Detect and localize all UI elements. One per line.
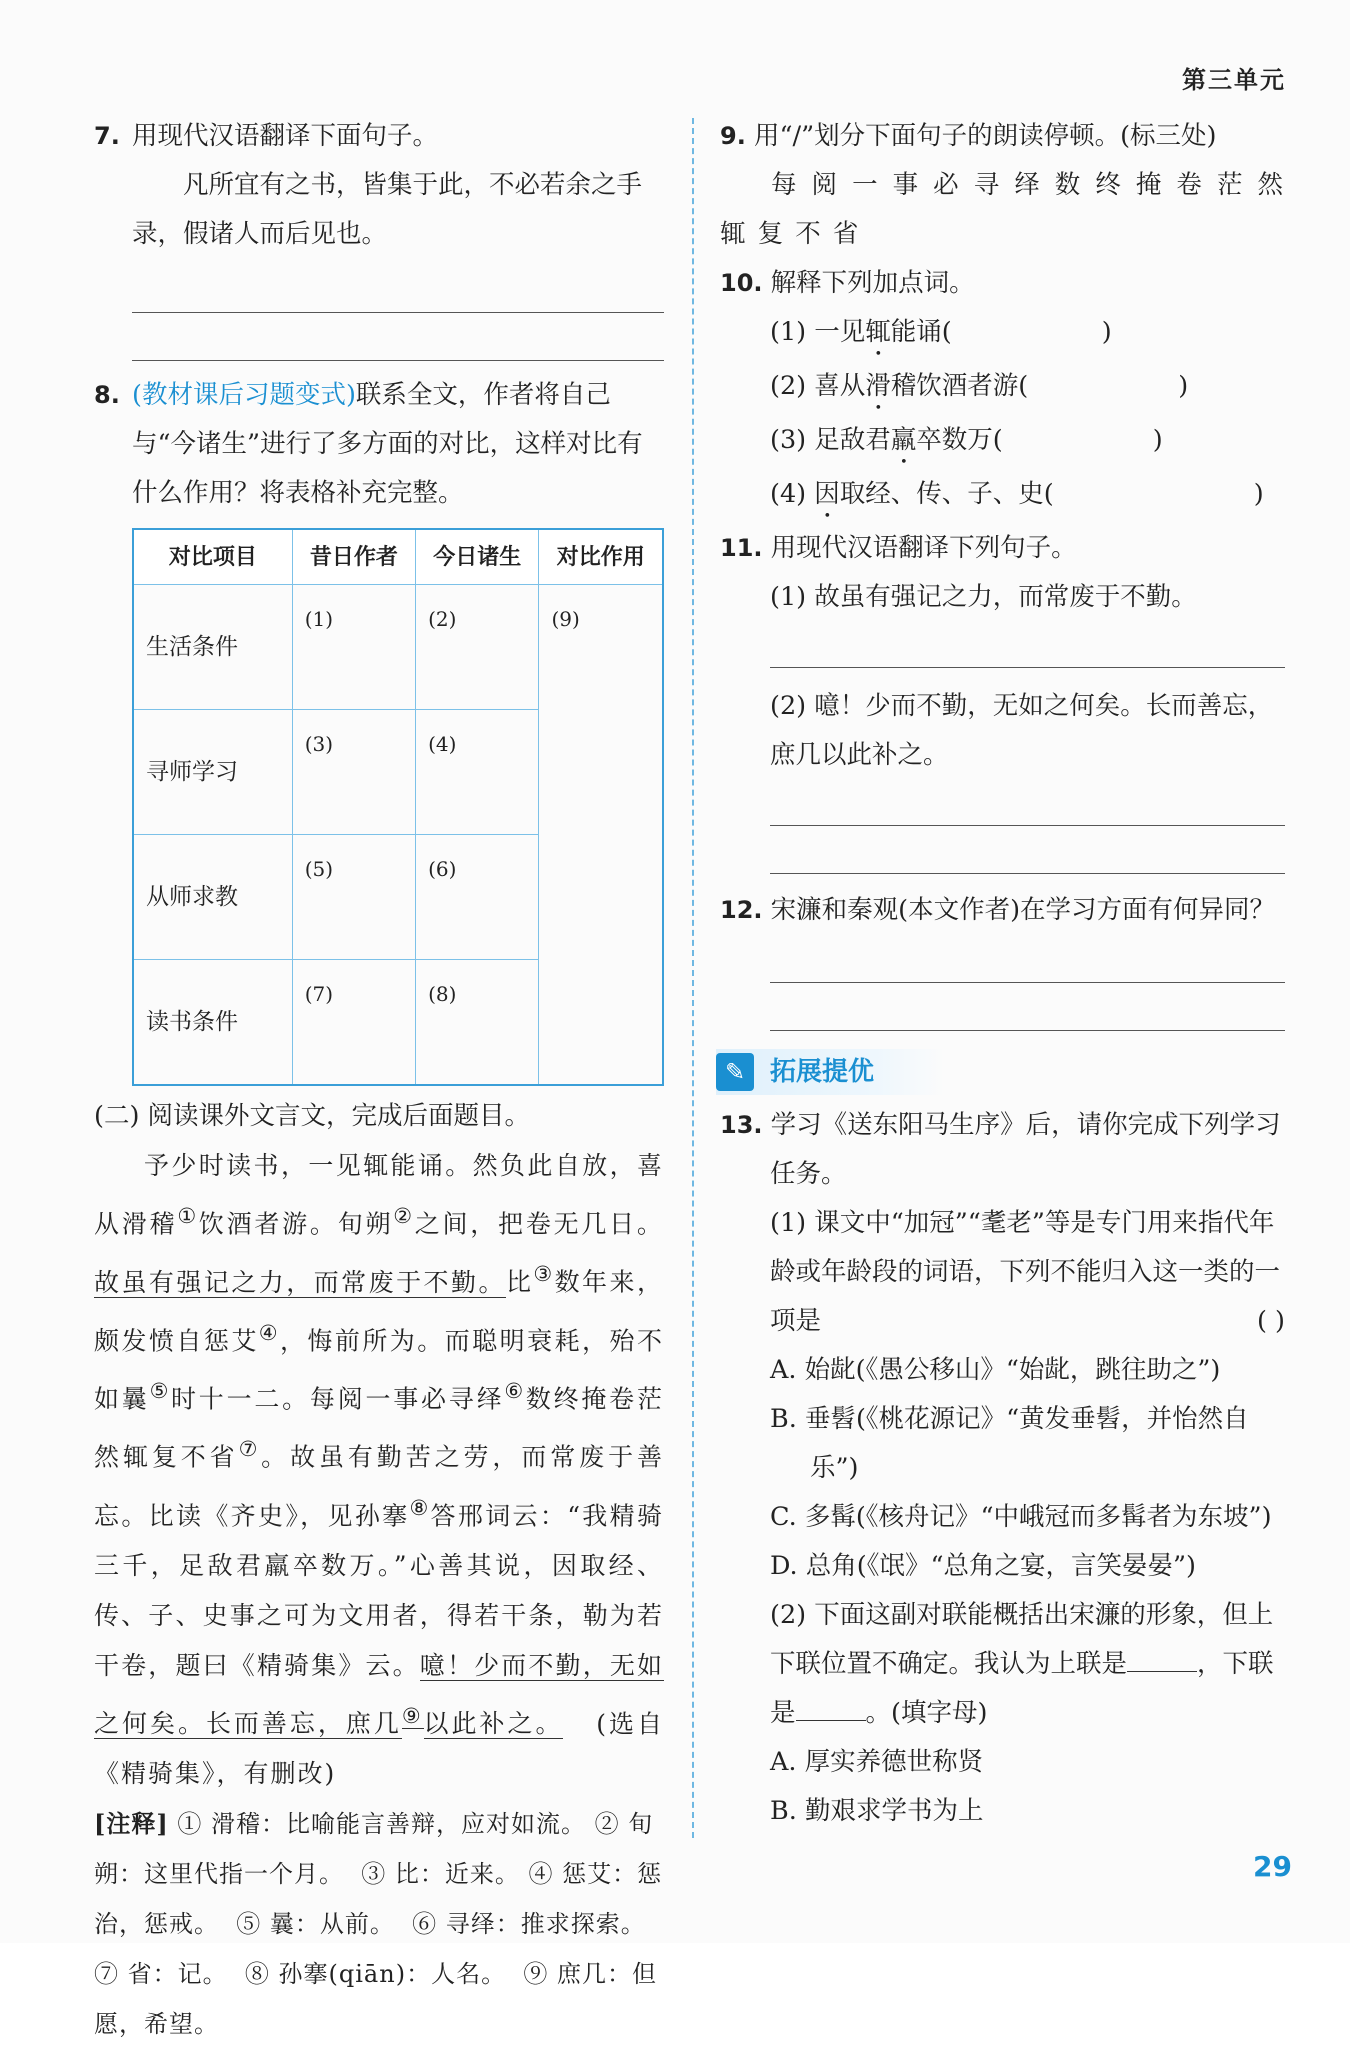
option: A. 始龀(《愚公移山》“始龀，跳往助之”) — [770, 1355, 1221, 1385]
sub-text: ) — [1178, 371, 1189, 401]
sub-text: ) — [1253, 479, 1264, 509]
sub-text: ) — [1101, 317, 1112, 347]
sub-text: 卒数万( — [916, 425, 1003, 455]
table-cell[interactable]: (8) — [416, 960, 539, 1086]
right-column — [720, 112, 1285, 1836]
unit-title: 第三单元 — [1182, 66, 1286, 94]
note-item: ⑤ 曩：从前。 — [236, 1910, 395, 1939]
page-number: 29 — [1253, 1850, 1292, 1883]
row-label: 生活条件 — [133, 585, 292, 710]
notes — [94, 1799, 664, 2049]
question-prompt: 宋濂和秦观(本文作者)在学习方面有何异同？ — [770, 895, 1276, 925]
answer-line[interactable] — [132, 359, 664, 361]
answer-line[interactable] — [132, 311, 664, 313]
table-cell[interactable]: (3) — [292, 710, 415, 835]
dotted-word: 羸 — [890, 425, 917, 455]
footnote-ref: ① — [177, 1204, 199, 1228]
answer-blank[interactable] — [796, 1692, 866, 1721]
question-10 — [720, 259, 1285, 524]
pencil-icon: ✎ — [716, 1053, 754, 1091]
passage-source: (选自《精骑集》，有删改) — [94, 1709, 664, 1789]
answer-line[interactable] — [770, 824, 1285, 826]
banner — [716, 1049, 944, 1095]
banner-title: 拓展提优 — [770, 1057, 875, 1087]
sub-question: (1) 故虽有强记之力，而常废于不勤。 — [770, 582, 1197, 612]
table-header: 对比作用 — [539, 529, 663, 585]
passage-text: 。故虽有勤苦之劳，而常废于善忘。比读《齐史》，见孙搴 — [94, 1442, 664, 1530]
table-cell[interactable]: (6) — [416, 835, 539, 960]
answer-line[interactable] — [770, 666, 1285, 668]
underlined-text: 故虽有强记之力，而常废于不勤。 — [94, 1267, 506, 1297]
section-banner — [720, 1043, 1285, 1101]
table-cell[interactable]: (7) — [292, 960, 415, 1086]
row-label: 寻师学习 — [133, 710, 292, 835]
column-divider — [692, 118, 694, 1838]
underlined-text: 噫！少而不勤，无如之何矣。长而善忘，庶几 — [94, 1650, 664, 1739]
option: A. 厚实养德世称贤 — [770, 1747, 984, 1777]
passage-text: 数年来，颇发愤自惩艾 — [94, 1267, 664, 1355]
sub-text: (3) 足敌君 — [770, 425, 891, 455]
answer-bracket[interactable]: ( ) — [1256, 1306, 1285, 1336]
passage-text: 时十一二。每阅一事必寻绎 — [171, 1384, 505, 1414]
question-11 — [720, 524, 1285, 874]
option: C. 多髯(《核舟记》“中峨冠而多髯者为东坡”) — [770, 1502, 1272, 1532]
sub-text: 能诵( — [890, 317, 952, 347]
question-number: 12. — [720, 896, 763, 924]
passage-text: 之间，把卷无几日。 — [414, 1209, 664, 1239]
note-item: ③ 比：近来。 — [361, 1860, 520, 1889]
passage-text: 答邢词云：“我精骑三千，足敌君羸卒数万。”心善其说，因取经、传、子、史事之可为文用者，得若干条，勒为若干卷，题曰《精骑集》云。 — [94, 1500, 664, 1680]
question-8 — [94, 371, 664, 518]
question-sentence[interactable]: 每 阅 一 事 必 寻 绎 数 终 掩 卷 茫 然 辄 复 不 省 — [720, 170, 1285, 249]
answer-line[interactable] — [770, 1029, 1285, 1031]
table-cell[interactable]: (1) — [292, 585, 415, 710]
note-item: ① 滑稽：比喻能言善辩，应对如流。 — [177, 1810, 586, 1839]
passage-text: 比 — [505, 1267, 534, 1297]
footnote-ref: ⑨ — [401, 1703, 424, 1728]
sub-question: (2) 噫！少而不勤，无如之何矣。长而善忘，庶几以此补之。 — [770, 691, 1274, 770]
table-cell-effect[interactable]: (9) — [539, 585, 663, 1086]
footnote-ref: ⑧ — [409, 1495, 431, 1520]
left-column — [94, 112, 664, 2049]
passage-text: 数终掩卷茫然辄复不省 — [94, 1384, 664, 1472]
question-prompt: 联系全文，作者将自己与“今诸生”进行了多方面的对比，这样对比有什么作用？将表格补充完整。 — [132, 380, 643, 508]
note-item: ④ 惩艾：惩治，惩戒。 — [94, 1860, 663, 1939]
note-item: ⑨ 庶几：但愿，希望。 — [94, 1960, 657, 2039]
question-sentence: 凡所宜有之书，皆集于此，不必若余之手录，假诸人而后见也。 — [132, 170, 643, 249]
sub-text: (2) 喜从 — [770, 371, 866, 401]
question-prompt: 用现代汉语翻译下列句子。 — [770, 533, 1077, 563]
question-prompt: 用现代汉语翻译下面句子。 — [132, 121, 439, 151]
table-header: 对比项目 — [133, 529, 292, 585]
sub-question — [720, 416, 1285, 470]
row-label: 读书条件 — [133, 960, 292, 1086]
table-header: 今日诸生 — [416, 529, 539, 585]
question-7 — [94, 112, 664, 361]
option: D. 总角(《氓》“总角之宴，言笑晏晏”) — [770, 1551, 1196, 1581]
comparison-table — [132, 528, 664, 1086]
sub-text: (4) — [770, 479, 815, 509]
dotted-word: 辄 — [865, 317, 891, 347]
sub-question — [720, 1199, 1285, 1346]
sub-text: 取经、传、子、史( — [839, 479, 1054, 509]
question-12 — [720, 886, 1285, 1031]
answer-blank[interactable] — [1127, 1643, 1197, 1672]
note-item: ⑥ 寻绎：推求探索。 — [412, 1910, 646, 1939]
passage-text: 予少时读书，一见辄能诵。然负此自放，喜从滑稽 — [94, 1151, 664, 1239]
note-item: ⑧ 孙搴(qiān)：人名。 — [244, 1960, 507, 1989]
sub-question — [720, 362, 1285, 416]
table-row — [133, 585, 663, 710]
footnote-ref: ⑦ — [238, 1437, 262, 1462]
sub-question — [720, 1591, 1285, 1738]
question-9 — [720, 112, 1285, 259]
section-title: (二) 阅读课外文言文，完成后面题目。 — [94, 1101, 531, 1131]
sub-question — [720, 308, 1285, 362]
sub-text: (1) 一见 — [770, 317, 866, 347]
question-number: 9. — [720, 122, 746, 150]
passage — [94, 1141, 664, 1799]
sub-text: ) — [1152, 425, 1163, 455]
table-cell[interactable]: (5) — [292, 835, 415, 960]
sub-text: (1) 课文中“加冠”“耄老”等是专门用来指代年龄或年龄段的词语，下列不能归入这一类的一项是 — [770, 1208, 1281, 1336]
footnote-ref: ② — [393, 1204, 415, 1228]
row-label: 从师求教 — [133, 835, 292, 960]
option: B. 垂髫(《桃花源记》“黄发垂髫，并怡然自乐”) — [770, 1404, 1249, 1483]
option: B. 勤艰求学书为上 — [770, 1796, 984, 1826]
dotted-word: 滑 — [865, 371, 891, 401]
dotted-word: 因 — [814, 479, 840, 509]
sub-text: ，下联是 — [770, 1649, 1274, 1728]
question-number: 10. — [720, 269, 763, 297]
question-prompt: 解释下列加点词。 — [770, 268, 975, 298]
answer-line[interactable] — [770, 981, 1285, 983]
footnote-ref: ④ — [258, 1320, 280, 1345]
question-prompt: 学习《送东阳马生序》后，请你完成下列学习任务。 — [770, 1110, 1281, 1189]
sub-question — [720, 470, 1285, 524]
question-tag: (教材课后习题变式) — [132, 380, 356, 410]
sub-text: (2) 下面这副对联能概括出宋濂的形象，但上下联位置不确定。我认为上联是 — [770, 1600, 1274, 1679]
footnote-ref: ⑥ — [504, 1378, 526, 1403]
question-prompt: 用“/”划分下面句子的朗读停顿。(标三处) — [753, 121, 1217, 151]
question-number: 13. — [720, 1111, 763, 1139]
footnote-ref: ③ — [533, 1262, 555, 1287]
sub-text: 稽饮酒者游( — [890, 371, 1029, 401]
table-cell[interactable]: (2) — [416, 585, 539, 710]
question-number: 7. — [94, 122, 120, 150]
note-item: ② 旬朔：这里代指一个月。 — [94, 1810, 654, 1889]
note-item: ⑦ 省：记。 — [94, 1960, 228, 1989]
question-13 — [720, 1101, 1285, 1836]
passage-text: 饮酒者游。旬朔 — [198, 1209, 394, 1239]
sub-text: 。(填字母) — [865, 1698, 988, 1728]
table-header: 昔日作者 — [292, 529, 415, 585]
footnote-ref: ⑤ — [149, 1378, 172, 1403]
passage-text: ，悔前所为。而聪明衰耗，殆不如曩 — [94, 1325, 664, 1414]
table-cell[interactable]: (4) — [416, 710, 539, 835]
answer-line[interactable] — [770, 872, 1285, 874]
question-number: 8. — [94, 381, 120, 409]
underlined-text: 以此补之。 — [423, 1709, 564, 1739]
notes-label: [注释] — [94, 1809, 169, 1839]
question-number: 11. — [720, 534, 763, 562]
